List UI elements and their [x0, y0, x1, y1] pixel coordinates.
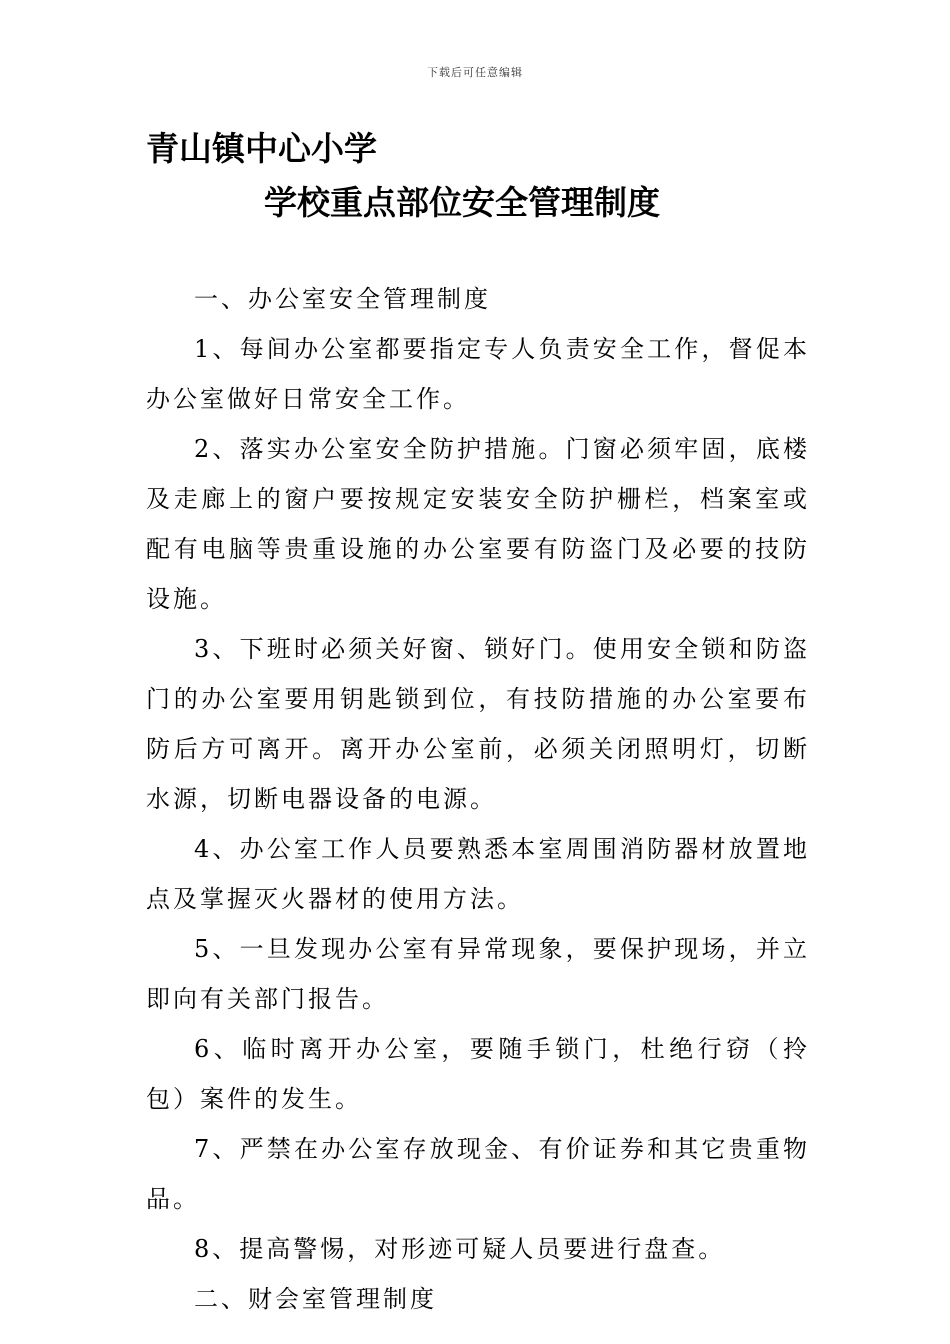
document-title	[146, 126, 826, 226]
rule-item-4: 4、办公室工作人员要熟悉本室周围消防器材放置地点及掌握灭火器材的使用方法。	[146, 835, 810, 913]
rule-item-2: 2、落实办公室安全防护措施。门窗必须牢固，底楼及走廊上的窗户要按规定安装安全防护栅栏，档案室或配有电脑等贵重设施的办公室要有防盗门及必要的技防设施。	[146, 435, 810, 613]
rule-item-6: 6、临时离开办公室，要随手锁门，杜绝行窃（拎包）案件的发生。	[146, 1035, 810, 1113]
school-name: 青山镇中心小学	[146, 129, 377, 168]
section-heading-office: 一、办公室安全管理制度	[194, 285, 491, 313]
document-body	[146, 274, 810, 1324]
rule-item-7: 7、严禁在办公室存放现金、有价证券和其它贵重物品。	[146, 1135, 810, 1213]
section-heading-finance: 二、财会室管理制度	[194, 1285, 437, 1313]
main-title: 学校重点部位安全管理制度	[264, 183, 660, 222]
rule-item-5: 5、一旦发现办公室有异常现象，要保护现场，并立即向有关部门报告。	[146, 935, 810, 1013]
download-note: 下载后可任意编辑	[427, 66, 523, 79]
rule-item-8: 8、提高警惕，对形迹可疑人员要进行盘查。	[194, 1235, 726, 1263]
rule-item-1: 1、每间办公室都要指定专人负责安全工作，督促本办公室做好日常安全工作。	[146, 335, 810, 413]
rule-item-3: 3、下班时必须关好窗、锁好门。使用安全锁和防盗门的办公室要用钥匙锁到位，有技防措施的办公室要布防后方可离开。离开办公室前，必须关闭照明灯，切断水源，切断电器设备的电源。	[146, 635, 810, 813]
